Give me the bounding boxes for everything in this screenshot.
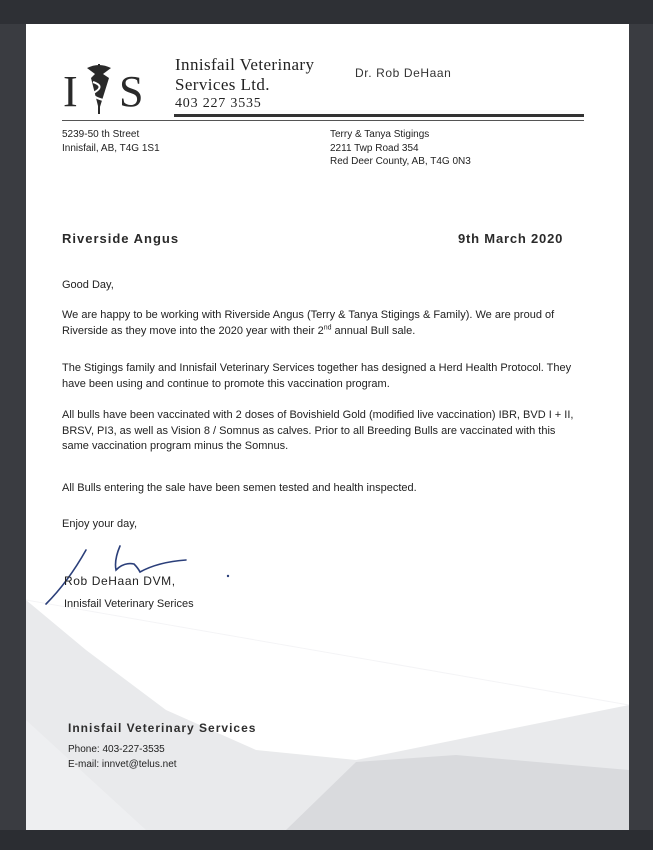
company-logo — [63, 60, 158, 116]
doctor-name: Dr. Rob DeHaan — [355, 66, 452, 80]
recipient-address-line: Red Deer County, AB, T4G 0N3 — [330, 156, 471, 167]
header-rule-thin — [62, 120, 584, 121]
company-name-block — [175, 55, 314, 113]
letter-date: 9th March 2020 — [458, 231, 564, 246]
sender-address — [62, 128, 160, 155]
subject-name: Riverside Angus — [62, 231, 180, 246]
recipient-address — [330, 128, 471, 169]
paragraph-2: The Stigings family and Innisfail Veterinary Services together has designed a Herd Health Protocol. They have been using and continue to promote this vaccination program. — [62, 362, 572, 390]
paragraph-1-text-end: annual Bull sale. — [331, 324, 416, 337]
paragraph-1 — [62, 308, 582, 339]
recipient-address-line: Terry & Tanya Stigings — [330, 129, 430, 140]
closing: Enjoy your day, — [62, 518, 138, 530]
letter-content — [26, 24, 629, 830]
company-phone: 403 227 3535 — [175, 96, 262, 111]
background-top-band — [0, 0, 653, 24]
paragraph-3: All bulls have been vaccinated with 2 doses of Bovishield Gold (modified live vaccination) IBR, BVD I + II, BRSV, PI3, as well as Vision 8 / Somnus as calves. Prior to all Breeding Bulls are vaccinated with this same vaccination program minus the Somnus. — [62, 409, 574, 452]
header-rule-thick — [174, 114, 584, 117]
greeting: Good Day, — [62, 279, 114, 291]
company-name-line1: Innisfail Veterinary — [175, 55, 315, 74]
paragraph-1-superscript: nd — [323, 323, 332, 331]
footer-title: Innisfail Veterinary Services — [68, 721, 257, 735]
recipient-address-line: 2211 Twp Road 354 — [330, 142, 419, 154]
footer-phone: Phone: 403-227-3535 — [68, 744, 165, 755]
footer-email: E-mail: innvet@telus.net — [68, 759, 177, 770]
svg-text:I: I — [63, 67, 78, 116]
svg-text:S: S — [119, 67, 144, 116]
sender-address-line: 5239-50 th Street — [62, 129, 140, 140]
signatory-organization: Innisfail Veterinary Serices — [64, 598, 194, 610]
paragraph-4: All Bulls entering the sale have been semen tested and health inspected. — [62, 482, 417, 494]
paragraph-1-text: We are happy to be working with Riverside Angus (Terry & Tanya Stigings & Family). We are proud of Riverside as they move into the 2020 year with their 2 — [62, 309, 555, 337]
sender-address-line: Innisfail, AB, T4G 1S1 — [62, 142, 160, 154]
signatory-name: Rob DeHaan DVM, — [64, 574, 176, 588]
company-name-line2: Services Ltd. — [175, 75, 270, 94]
letter-page — [26, 24, 629, 830]
background-bottom-band — [0, 830, 653, 850]
